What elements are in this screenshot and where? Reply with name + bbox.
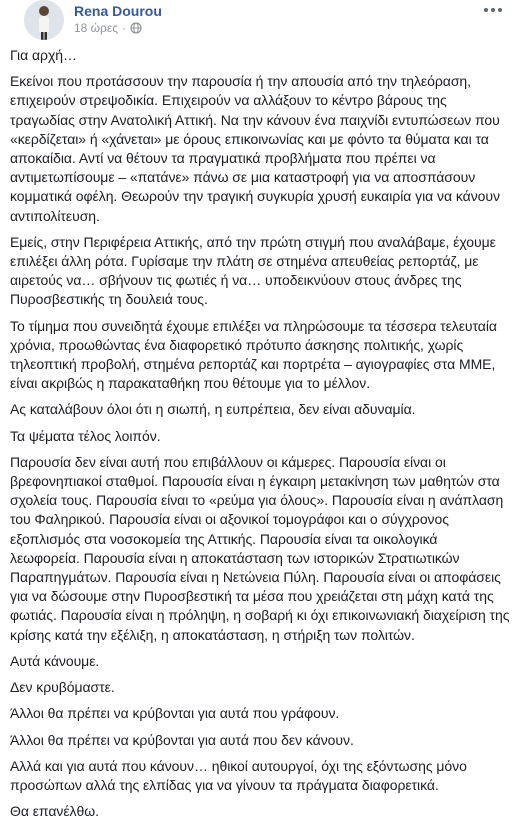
post-paragraph: Για αρχή… bbox=[10, 47, 77, 63]
post-paragraph: Αυτά κάνουμε. bbox=[10, 652, 100, 669]
more-options-icon[interactable] bbox=[482, 2, 504, 18]
author-avatar[interactable] bbox=[24, 0, 64, 40]
post-body bbox=[10, 46, 510, 828]
post-header bbox=[12, 0, 508, 40]
post-timestamp[interactable]: 18 ώρες bbox=[74, 21, 119, 35]
post-paragraph: Εμείς, στην Περιφέρεια Αττικής, από την πρώτη στιγμή που αναλάβαμε, έχουμε επιλέξει άλλη ρότα. Γυρίσαμε την πλάτη σε στημένα απευθείας ρεπορτάζ, με αιρετούς να… σβήνουν τις φωτιές ή να… υποδεικνύουν στους άνδρες της Πυροσβεστικής τη δουλειά τους. bbox=[10, 233, 496, 308]
avatar-image bbox=[24, 0, 64, 40]
post-paragraph: Αλλά και για αυτά που κάνουν… ηθικοί αυτουργοί, όχι της εξόντωσης μόνο προσώπων αλλά της ελπίδας για να γίνουν τα πράγματα διαφορετικά. bbox=[10, 757, 467, 793]
post-paragraph: Δεν κρυβόμαστε. bbox=[10, 679, 115, 696]
post-paragraph: Ας καταλάβουν όλοι ότι η σιωπή, η ευπρέπεια, δεν είναι αδυναμία. bbox=[10, 401, 416, 418]
post-paragraph: Θα επανέλθω. bbox=[10, 803, 99, 820]
meta-separator: · bbox=[122, 21, 127, 35]
author-name[interactable]: Rena Dourou bbox=[74, 3, 162, 19]
post-paragraph: Τα ψέματα τέλος λοιπόν. bbox=[10, 427, 161, 444]
post-paragraph: Παρουσία δεν είναι αυτή που επιβάλλουν οι κάμερες. Παρουσία είναι οι βρεφονηπιακοί σταθμοί. Παρουσία είναι η έγκαιρη μετακίνηση των μαθητών στα σχολεία τους. Παρουσία είναι το «ρεύμα για όλους». Παρουσία είναι η ανάπλαση του Φαληρικού. Παρουσία είναι οι αξονικοί τομογράφοι και ο σύγχρονος εξοπλισμός στα νοσοκομεία της Αττικής. Παρουσία είναι τα οικολογικά λεωφορεία. Παρουσία είναι η αποκατάσταση των ιστορικών Στρατιωτικών Παραπηγμάτων. Παρουσία είναι η Νετώνεια Πύλη. Παρουσία είναι οι αποφάσεις για να δώσουμε στην Πυροσβεστική τα μέσα που χρειάζεται στη μάχη κατά της φωτιάς. Παρουσία είναι η πρόληψη, η σοβαρή κι όχι επικοινωνιακή διαχείριση της κρίσης κατά την εξέλιξη, η αποκατάσταση, η στήριξη των πολιτών. bbox=[10, 453, 510, 643]
post-paragraph: Εκείνοι που προτάσσουν την παρουσία ή την απουσία από την τηλεόραση, επιχειρούν στρεψοδικία. Επιχειρούν να αλλάξουν το κέντρο βάρους της τραγωδίας στην Ανατολική Αττική. Να την κάνουν ένα παιχνίδι εντυπώσεων που «κερδίζεται» ή «χάνεται» με όρους επικοινωνίας και με φόντο τα θύματα και τα αποκαίδια. Αντί να θέτουν τα πραγματικά προβλήματα που πρέπει να αντιμετωπίσουμε – «πατάνε» πάνω σε μια καταστροφή για να αποσπάσουν κομματικά οφέλη. Θεωρούν την τραγική συγκυρία χρυσή ευκαιρία για να κάνουν αντιπολίτευση. bbox=[10, 73, 500, 224]
post-paragraph: Άλλοι θα πρέπει να κρύβονται για αυτά που δεν κάνουν. bbox=[10, 731, 354, 748]
post-paragraph: Το τίμημα που συνειδητά έχουμε επιλέξει να πληρώσουμε τα τέσσερα τελευταία χρόνια, προωθώντας ένα διαφορετικό πρότυπο άσκησης πολιτικής, χωρίς τηλεοπτική προβολή, στημένα ρεπορτάζ και πορτρέτα – αγιογραφίες στα ΜΜΕ, είναι ακριβώς η παρακαταθήκη που θέτουμε για το μέλλον. bbox=[10, 317, 497, 392]
post-paragraph: Άλλοι θα πρέπει να κρύβονται για αυτά που γράφουν. bbox=[10, 705, 340, 722]
post-meta bbox=[74, 21, 142, 35]
globe-icon[interactable] bbox=[130, 22, 142, 34]
